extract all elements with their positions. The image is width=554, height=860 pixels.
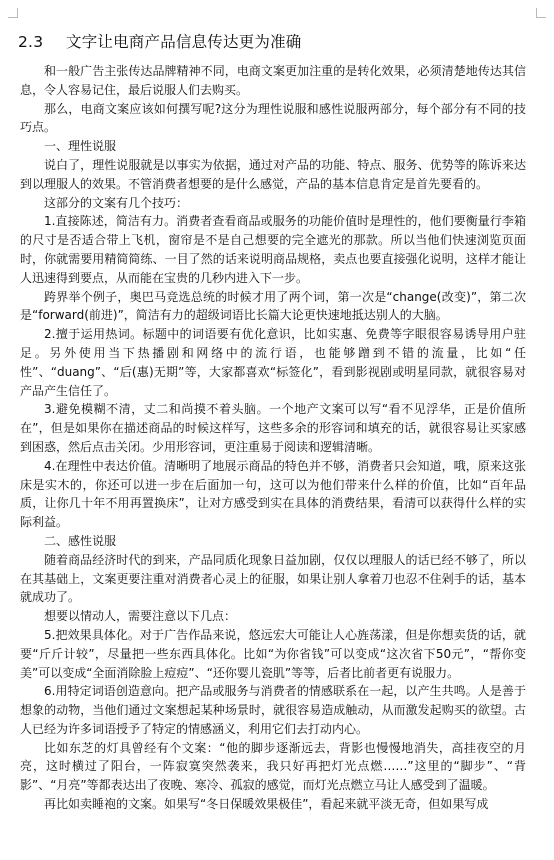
paragraph: 3.避免模糊不清，丈二和尚摸不着头脑。一个地产文案可以写“看不见浮华，正是价值所在”，但是如果你在描述商品的时候这样写，这些多余的形容词和填充的话，就很容易让买家感到困惑，然后点击关闭。少用形容词，更注重易于阅读和逻辑清晰。: [20, 402, 526, 454]
paragraph: 说白了，理性说服就是以事实为依据，通过对产品的功能、特点、服务、优势等的陈诉来达到以理服人的效果。不管消费者想要的是什么感觉，产品的基本信息肯定是首先要看的。: [20, 157, 526, 191]
paragraph: 这部分的文案有几个技巧：: [44, 195, 189, 210]
paragraph: 比如东芝的灯具曾经有个文案：“他的脚步逐渐远去，背影也慢慢地消失，高挂夜空的月亮，这时横过了阳台，一阵寂寞突然袭来，我只好再把灯光点燃……”这里的“脚步”、“背影”、“月亮”等都表达出了夜晚、寒冷、孤寂的感觉，而灯光点燃立马让人感受到了温暖。: [20, 740, 526, 793]
paragraph: 4.在理性中表达价值。清晰明了地展示商品的特色并不够，消费者只会知道，哦，原来这张床是实木的，你还可以进一步在后面加一句，这可以为他们带来什么样的价值，比如“百年品质，让你几十年不用再置换床”，让对方感受到实在具体的消费结果，看清可以获得什么样的实际利益。: [20, 458, 526, 530]
subheading-rational: 一、理性说服: [44, 139, 117, 154]
document-body: [20, 62, 526, 814]
section-heading: [18, 30, 302, 52]
paragraph: 1.直接陈述，简洁有力。消费者查看商品或服务的功能价值时是理性的，他们要衡量行李箱的尺寸是否适合带上飞机，窗帘是不是自己想要的完全遮光的那款。所以当他们快速浏览页面时，你就需要用精简简练、一目了然的话来说明商品规格，卖点也要直接强化说明，这样才能让人迅速得到要点，从而能在宝贵的几秒内进入下一步。: [20, 214, 526, 285]
paragraph: 2.擅于运用热词。标题中的词语要有优化意识，比如实惠、免费等字眼很容易诱导用户驻足。另外使用当下热播剧和网络中的流行语，也能够蹭到不错的流量，比如“任性”、“duang”、“后(惠)无期”等，大家都喜欢“标签化”，看到影视剧或明星同款，就很容易对产品产生信任了。: [20, 327, 526, 398]
paragraph: 想要以情动人，需要注意以下几点：: [44, 609, 237, 624]
page-corner-mark-left: [8, 8, 18, 18]
paragraph: 5.把效果具体化。对于广告作品来说，悠远宏大可能让人心旌荡漾，但是你想卖货的话，就要“斤斤计较”，尽量把一些东西具体化。比如“为你省钱”可以变成“这次省下50元”，“帮你变美”可以变成“全面消除脸上痘痘”、“还你婴儿瓷肌”等等，后者比前者更有说服力。: [20, 627, 526, 680]
paragraph: 那么，电商文案应该如何撰写呢?这分为理性说服和感性说服两部分，每个部分有不同的技巧点。: [20, 101, 526, 135]
paragraph: 6.用特定词语创造意向。把产品或服务与消费者的情感联系在一起，以产生共鸣。人是善于想象的动物，当他们通过文案想起某种场景时，就很容易造成触动，从而激发起购买的欲望。古人已经为许多词语授予了特定的情感涵义，利用它们去打动内心。: [20, 684, 526, 736]
page-corner-mark-right: [536, 8, 546, 18]
paragraph: 和一般广告主张传达品牌精神不同，电商文案更加注重的是转化效果，必须清楚地传达其信息，令人容易记住，最后说服人们去购买。: [20, 64, 526, 97]
subheading-emotional: 二、感性说服: [44, 533, 117, 548]
section-title: 文字让电商产品信息传达更为准确: [66, 33, 302, 51]
section-number: 2.3: [18, 33, 44, 51]
paragraph: 随着商品经济时代的到来，产品同质化现象日益加剧，仅仅以理服人的话已经不够了，所以在其基础上，文案更要注重对消费者心灵上的征服，如果让别人拿着刀也忍不住剁手的话，基本就成功了。: [20, 552, 526, 605]
paragraph: 再比如卖睡袍的文案。如果写“冬日保暖效果极佳”，看起来就平淡无奇，但如果写成: [44, 797, 489, 812]
paragraph: 跨界举个例子，奥巴马竞选总统的时候才用了两个词，第一次是“change(改变)”，第二次是“forward(前进)”，简洁有力的超级词语比长篇大论更快速地抵达别人的大脑。: [20, 289, 526, 323]
